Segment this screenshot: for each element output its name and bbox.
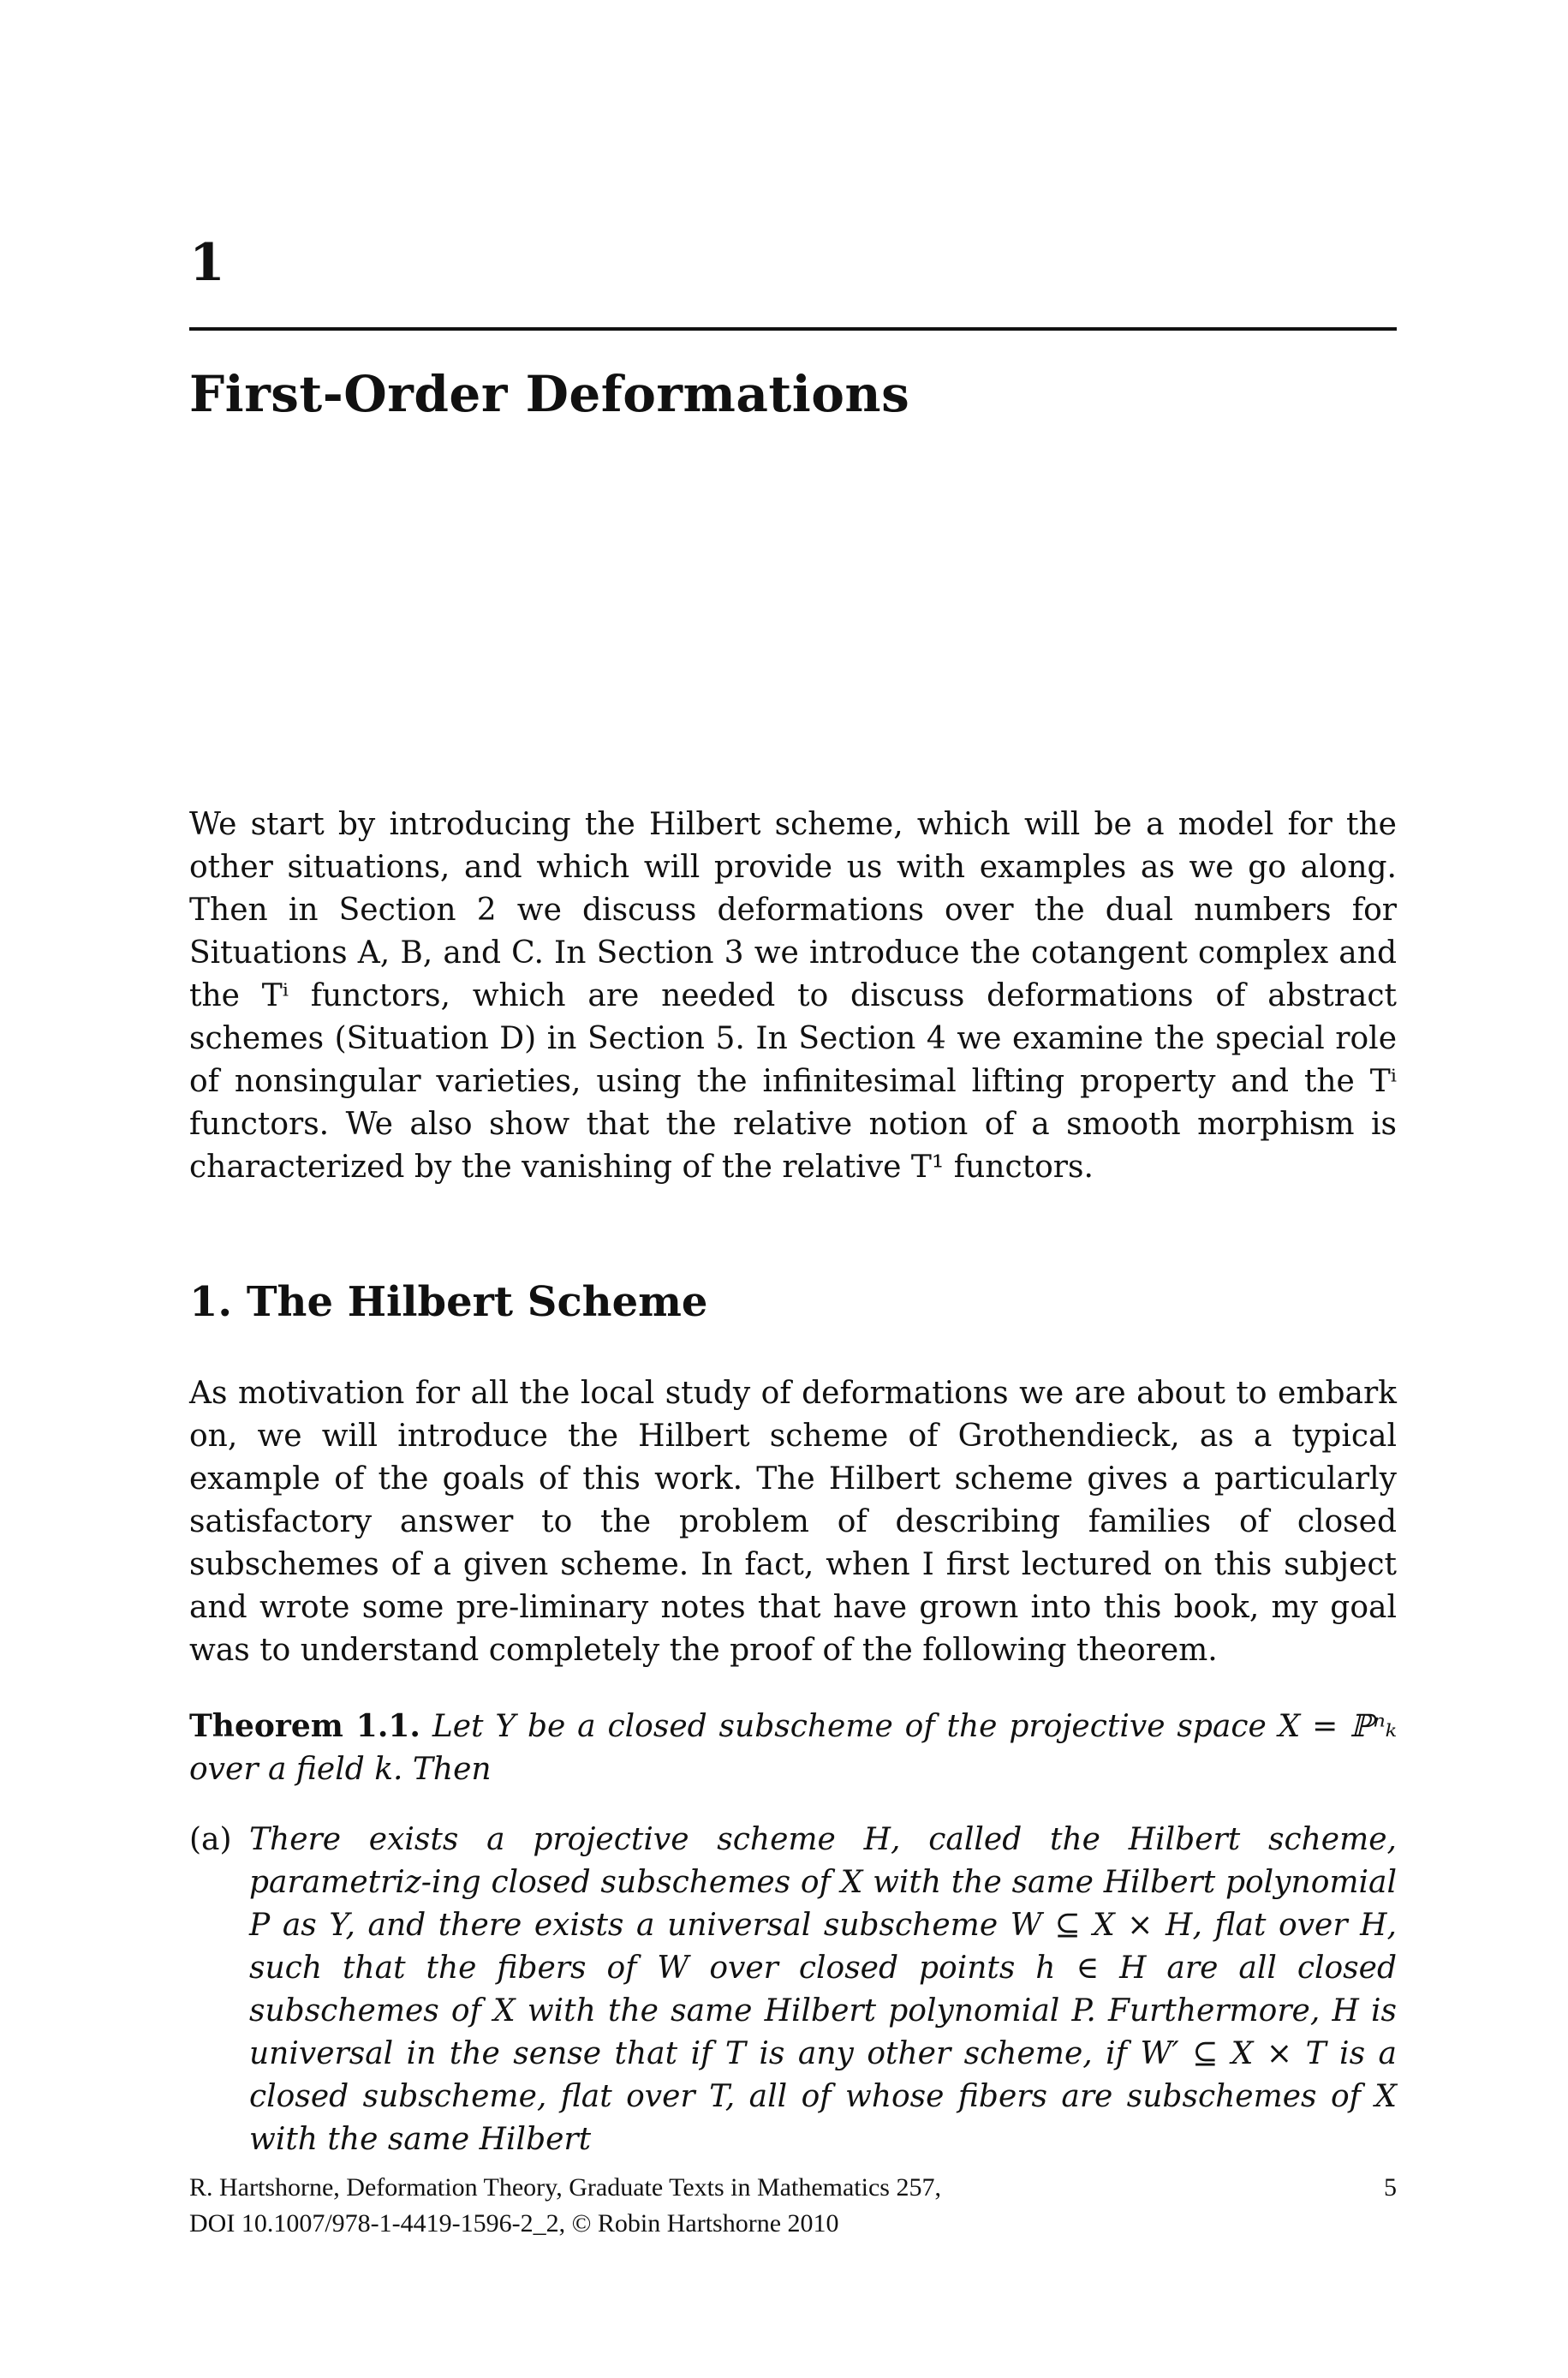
theorem-label: Theorem 1.1.	[189, 1708, 420, 1744]
intro-paragraph-block	[189, 804, 1397, 1189]
theorem-item-a	[189, 1819, 1397, 2161]
chapter-title: First-Order Deformations	[189, 365, 910, 423]
theorem-block	[189, 1705, 1397, 1791]
footer-citation-line: R. Hartshorne, Deformation Theory, Graduate Texts in Mathematics 257,	[189, 2173, 941, 2202]
chapter-rule	[189, 327, 1397, 331]
page-footer	[189, 2170, 1397, 2242]
section-title: 1. The Hilbert Scheme	[189, 1278, 708, 1326]
footer-doi-line: DOI 10.1007/978-1-4419-1596-2_2, © Robin Hartshorne 2010	[189, 2209, 839, 2238]
motivation-paragraph-block	[189, 1372, 1397, 1672]
theorem-text: Let Y be a closed subscheme of the projective space X = ℙⁿₖ over a field k. Then	[189, 1709, 1397, 1787]
intro-paragraph: We start by introducing the Hilbert scheme, which will be a model for the other situations, and which will provide us with examples as we go along. Then in Section 2 we discuss deformations over the dual numbers for Situations A, B, and C. In Section 3 we introduce the cotangent complex and the Tⁱ functors, which are needed to discuss deformations of abstract schemes (Situation D) in Section 5. In Section 4 we examine the special role of nonsingular varieties, using the infinitesimal lifting property and the Tⁱ functors. We also show that the relative notion of a smooth morphism is characterized by the vanishing of the relative T¹ functors.	[189, 807, 1397, 1185]
chapter-number: 1	[189, 233, 225, 293]
page-number: 5	[1384, 2173, 1397, 2202]
motivation-paragraph: As motivation for all the local study of deformations we are about to embark on, we will introduce the Hilbert scheme of Grothendieck, as a typical example of the goals of this work. The Hilbert scheme gives a particularly satisfactory answer to the problem of describing families of closed subschemes of a given scheme. In fact, when I first lectured on this subject and wrote some pre-liminary notes that have grown into this book, my goal was to understand completely the proof of the following theorem.	[189, 1376, 1397, 1668]
item-a-text: There exists a projective scheme H, called the Hilbert scheme, parametriz-ing closed subschemes of X with the same Hilbert polynomial P as Y, and there exists a universal subscheme W ⊆ X × H, flat over H, such that the fibers of W over closed points h ∈ H are all closed subschemes of X with the same Hilbert polynomial P. Furthermore, H is universal in the sense that if T is any other scheme, if W′ ⊆ X × T is a closed subscheme, flat over T, all of whose fibers are subschemes of X with the same Hilbert	[249, 1822, 1397, 2157]
theorem-statement	[189, 1705, 1397, 1791]
item-a-tag: (a)	[189, 1822, 232, 1857]
